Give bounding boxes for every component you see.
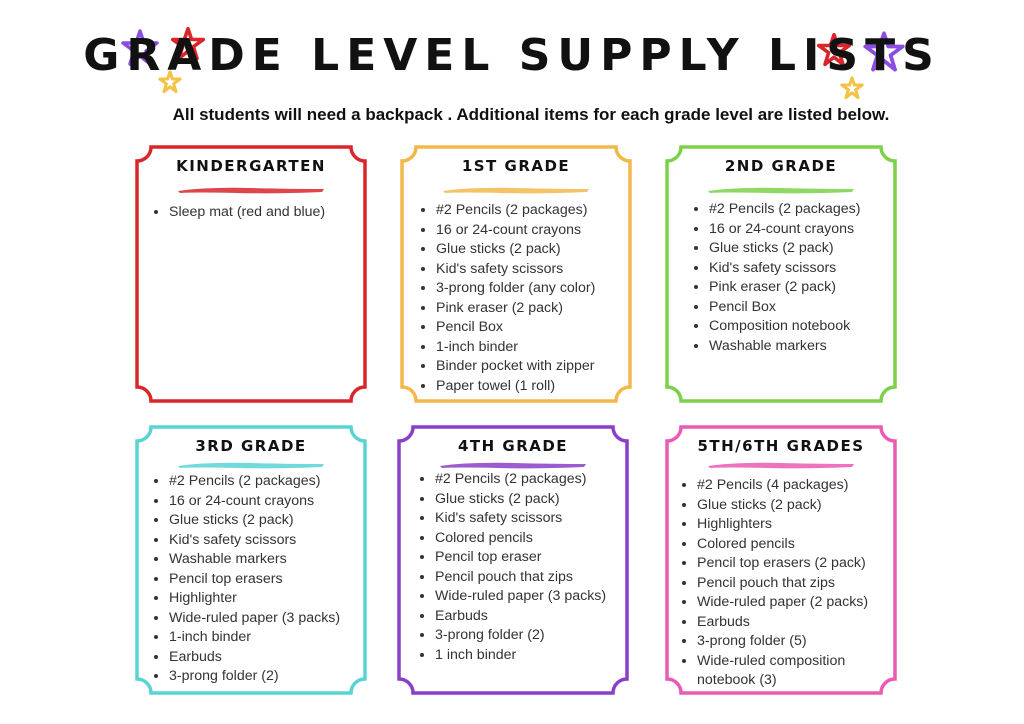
list-item: • #2 Pencils (2 packages) xyxy=(436,201,595,221)
brush-stroke xyxy=(176,185,326,195)
list-item: • 1 inch binder xyxy=(435,646,606,666)
list-item: • Wide-ruled paper (2 packs) xyxy=(697,593,897,613)
card-kindergarten xyxy=(135,145,367,403)
card-title: 5TH/6TH GRADES xyxy=(697,437,865,455)
list-item: • Paper towel (1 roll) xyxy=(436,377,595,397)
list-item: • Glue sticks (2 pack) xyxy=(436,240,595,260)
list-item: • Pencil Box xyxy=(709,298,860,318)
list-item: • Glue sticks (2 pack) xyxy=(697,496,897,516)
card-4th-grade xyxy=(397,425,629,695)
list-item: • 16 or 24-count crayons xyxy=(436,221,595,241)
list-item: • Pink eraser (2 pack) xyxy=(436,299,595,319)
list-item: • Wide-ruled paper (3 packs) xyxy=(435,587,606,607)
card-2nd-grade xyxy=(665,145,897,403)
list-item: • 16 or 24-count crayons xyxy=(709,220,860,240)
list-item: • Kid's safety scissors xyxy=(435,509,606,529)
list-item: • #2 Pencils (4 packages) xyxy=(697,476,897,496)
list-item: • Wide-ruled paper (3 packs) xyxy=(169,609,340,629)
list-item: • Pencil top erasers (2 pack) xyxy=(697,554,897,574)
list-item: • 3-prong folder (any color) xyxy=(436,279,595,299)
list-item: • 3-prong folder (2) xyxy=(435,626,606,646)
supply-list xyxy=(687,200,860,356)
list-item: • Earbuds xyxy=(169,648,340,668)
list-item: • Binder pocket with zipper xyxy=(436,357,595,377)
list-item: • 16 or 24-count crayons xyxy=(169,492,340,512)
list-item: • Pencil top erasers xyxy=(169,570,340,590)
list-item: • Glue sticks (2 pack) xyxy=(435,490,606,510)
list-item: • Pencil top eraser xyxy=(435,548,606,568)
card-title: 4TH GRADE xyxy=(457,437,569,455)
list-item: • Colored pencils xyxy=(435,529,606,549)
list-item: • Kid's safety scissors xyxy=(169,531,340,551)
list-item: • Kid's safety scissors xyxy=(709,259,860,279)
list-item: • 3-prong folder (5) xyxy=(697,632,897,652)
brush-stroke xyxy=(706,460,856,470)
card-5th-6th-grades xyxy=(665,425,897,695)
page-subtitle: All students will need a backpack . Additional items for each grade level are listed below. xyxy=(172,105,890,124)
list-item: • Wide-ruled composition notebook (3) xyxy=(697,652,897,691)
card-1st-grade xyxy=(400,145,632,403)
list-item: • Pencil pouch that zips xyxy=(435,568,606,588)
list-item: • #2 Pencils (2 packages) xyxy=(435,470,606,490)
list-item: • Pencil pouch that zips xyxy=(697,574,897,594)
list-item: • 3-prong folder (2) xyxy=(169,667,340,687)
brush-stroke xyxy=(441,185,591,195)
list-item: • Pink eraser (2 pack) xyxy=(709,278,860,298)
brush-stroke xyxy=(706,185,856,195)
list-item: • 1-inch binder xyxy=(436,338,595,358)
card-title: KINDERGARTEN xyxy=(176,157,326,175)
brush-stroke xyxy=(176,460,326,470)
card-3rd-grade xyxy=(135,425,367,695)
list-item: • Earbuds xyxy=(435,607,606,627)
brush-stroke xyxy=(438,460,588,470)
list-item: • Highlighters xyxy=(697,515,897,535)
supply-list xyxy=(147,472,340,687)
list-item: • 1-inch binder xyxy=(169,628,340,648)
list-item: • Colored pencils xyxy=(697,535,897,555)
card-title: 1ST GRADE xyxy=(461,157,571,175)
supply-list xyxy=(147,203,325,223)
list-item: • #2 Pencils (2 packages) xyxy=(169,472,340,492)
supply-list xyxy=(414,201,595,396)
list-item: • Earbuds xyxy=(697,613,897,633)
card-title: 2ND GRADE xyxy=(724,157,838,175)
list-item: • Sleep mat (red and blue) xyxy=(169,203,325,223)
list-item: • Highlighter xyxy=(169,589,340,609)
supply-list xyxy=(675,476,897,691)
list-item: • Glue sticks (2 pack) xyxy=(709,239,860,259)
page-title: GRADE LEVEL SUPPLY LISTS xyxy=(83,30,941,81)
card-frame xyxy=(135,145,367,403)
list-item: • Kid's safety scissors xyxy=(436,260,595,280)
list-item: • Washable markers xyxy=(169,550,340,570)
list-item: • Pencil Box xyxy=(436,318,595,338)
supply-list xyxy=(413,470,606,665)
card-title: 3RD GRADE xyxy=(195,437,307,455)
list-item: • Composition notebook xyxy=(709,317,860,337)
list-item: • #2 Pencils (2 packages) xyxy=(709,200,860,220)
list-item: • Glue sticks (2 pack) xyxy=(169,511,340,531)
list-item: • Washable markers xyxy=(709,337,860,357)
